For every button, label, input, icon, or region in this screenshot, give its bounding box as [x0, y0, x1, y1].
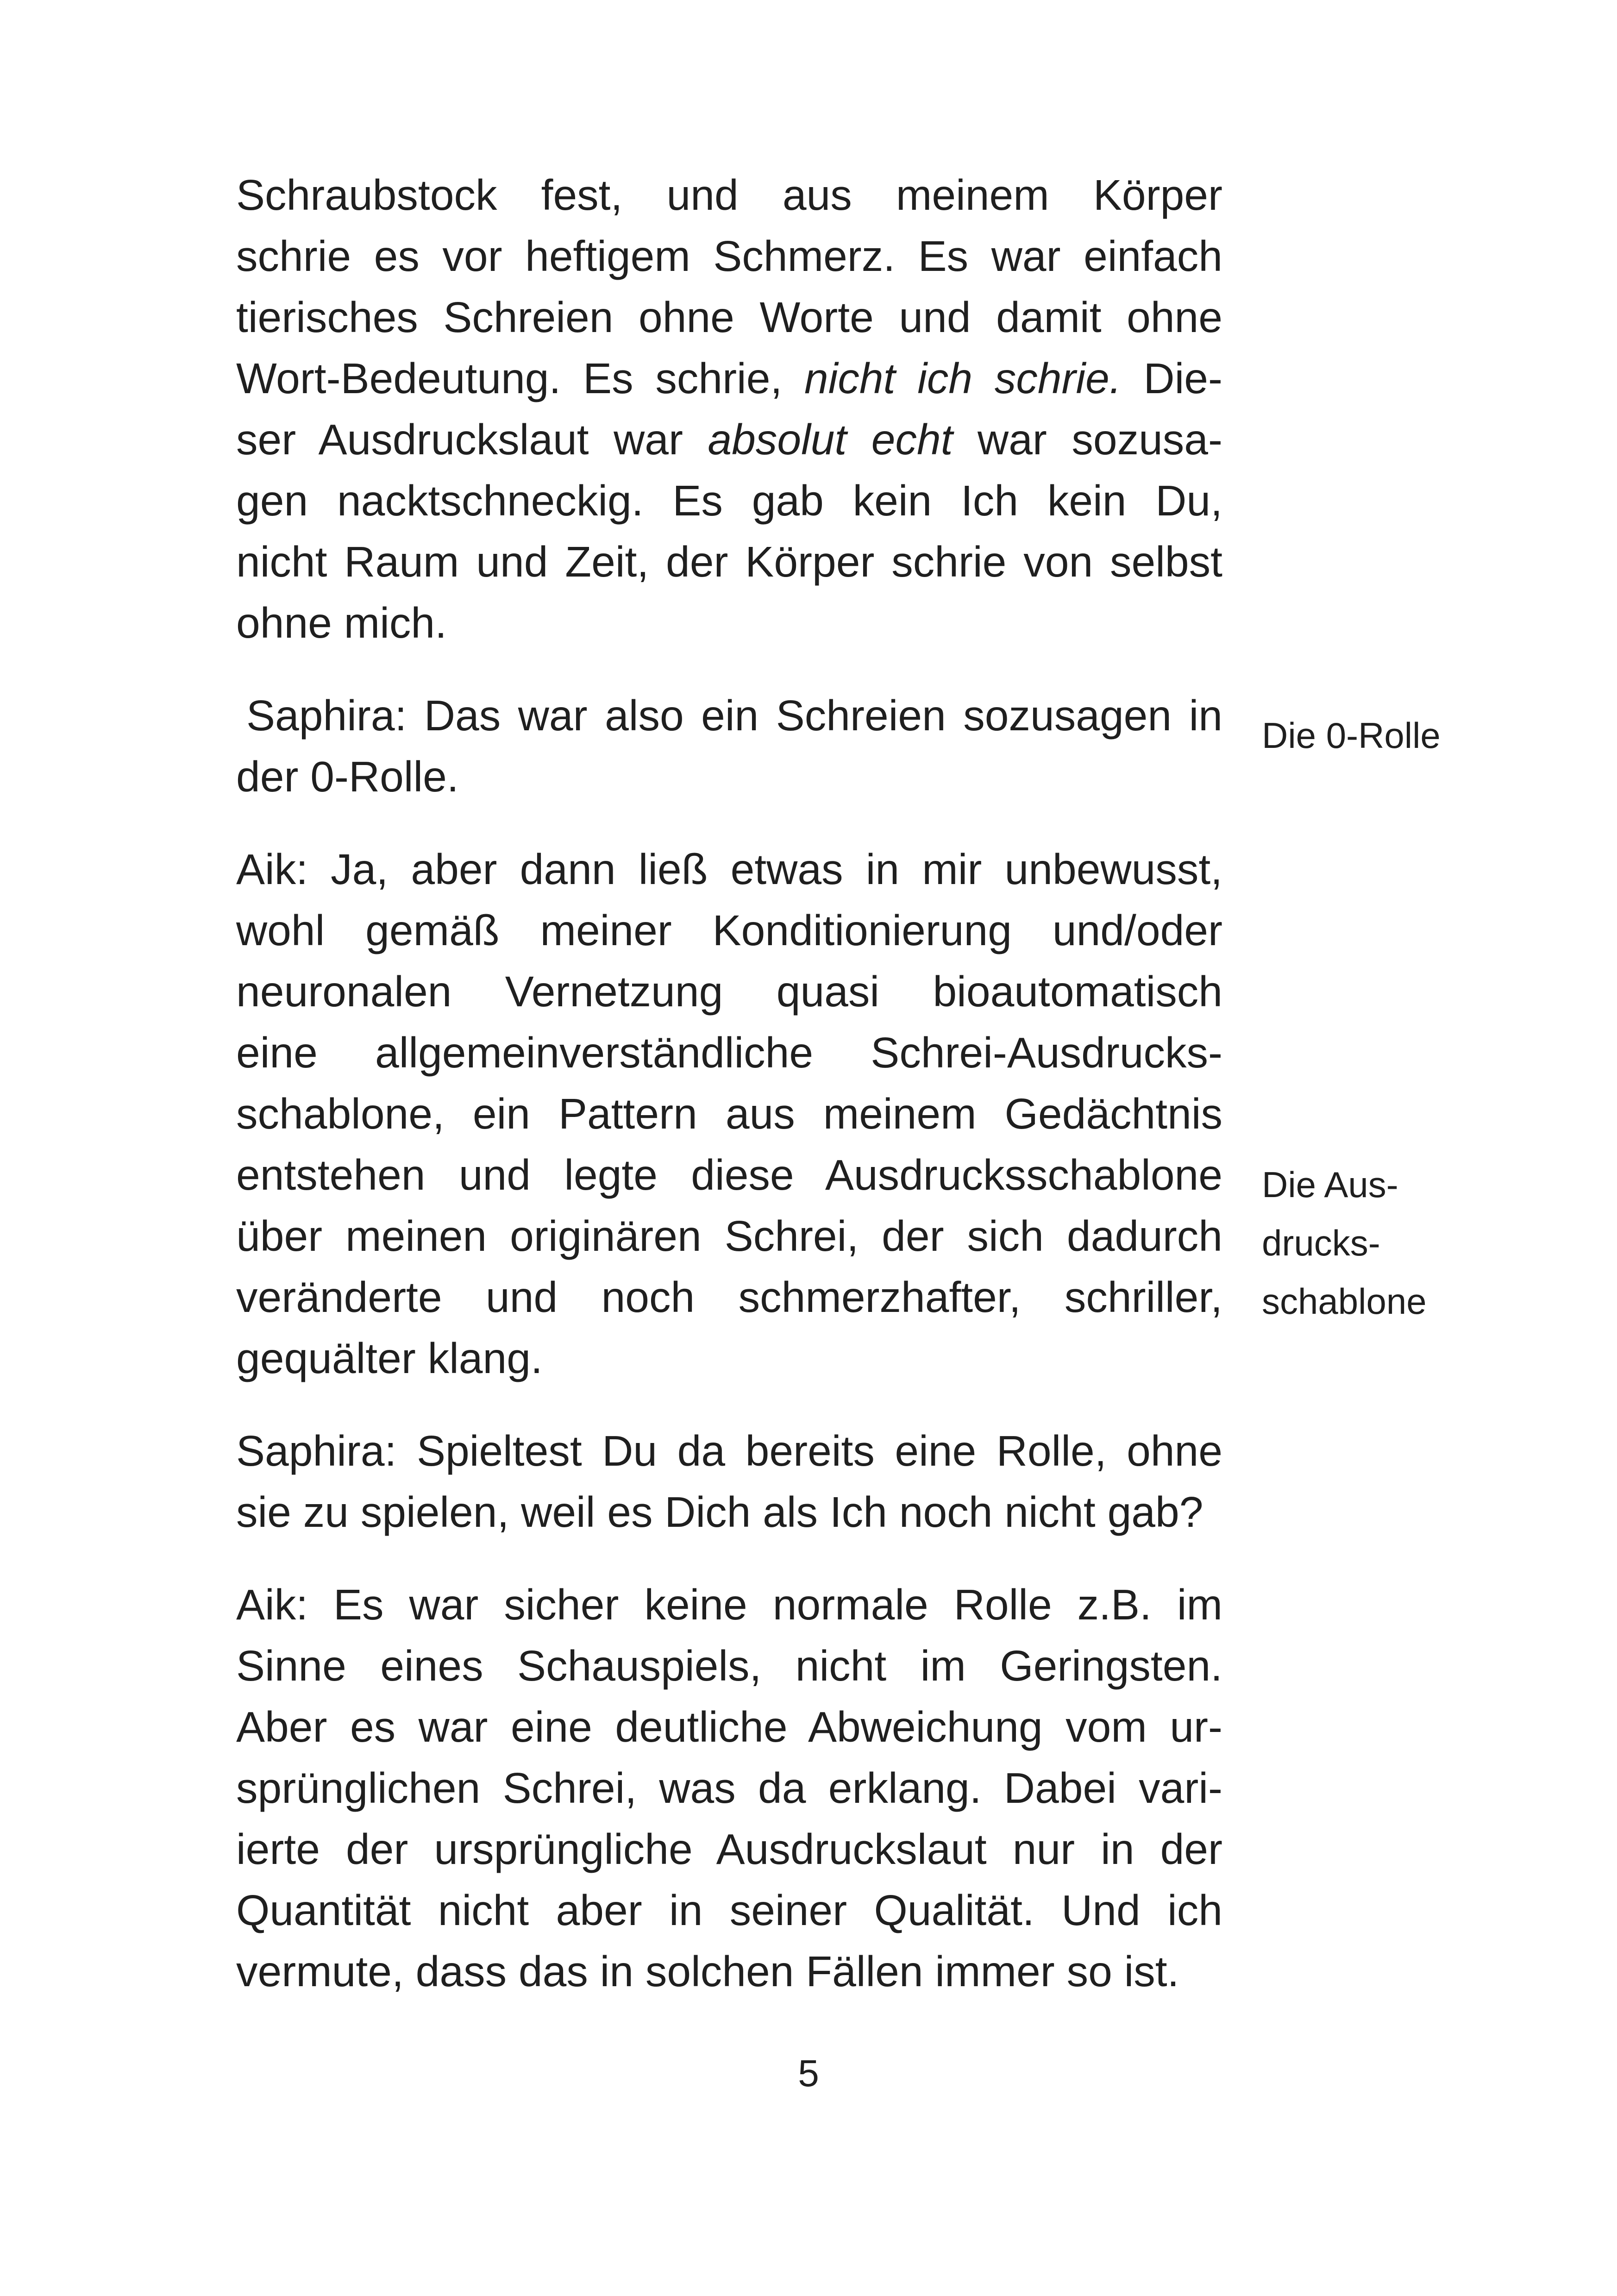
text-segment: Die- — [1121, 354, 1222, 402]
text-segment: Aik: Ja, aber dann ließ etwas in mir unbewusst, — [236, 845, 1222, 893]
text-segment: tierisches Schreien ohne Worte und damit ohne — [236, 293, 1222, 341]
text-segment: ser Ausdruckslaut war — [236, 415, 708, 464]
text-line — [236, 1144, 1222, 1205]
text-segment: sprünglichen Schrei, was da erklang. Dabei vari- — [236, 1764, 1222, 1812]
text-line — [236, 900, 1222, 961]
text-segment: nicht Raum und Zeit, der Körper schrie von selbst — [236, 538, 1222, 586]
text-line — [236, 1420, 1222, 1481]
text-line — [236, 1267, 1222, 1328]
text-segment: Saphira: Das war also ein Schreien sozusagen in — [246, 691, 1222, 740]
text-segment: über meinen originären Schrei, der sich dadurch — [236, 1212, 1222, 1260]
page-number: 5 — [798, 2052, 819, 2095]
text-line — [236, 1941, 1222, 2002]
text-segment: vermute, dass das in solchen Fällen immer so ist. — [236, 1947, 1179, 1995]
text-segment: neuronalen Vernetzung quasi bioautomatisch — [236, 967, 1222, 1016]
text-line — [236, 1205, 1222, 1267]
text-line — [236, 409, 1222, 470]
text-segment: Aik: Es war sicher keine normale Rolle z.B. im — [236, 1581, 1222, 1629]
text-segment: ierte der ursprüngliche Ausdruckslaut nur in der — [236, 1825, 1222, 1873]
text-segment: sie zu spielen, weil es Dich als Ich noch nicht gab? — [236, 1488, 1203, 1536]
text-line — [236, 961, 1222, 1022]
text-line — [236, 531, 1222, 592]
text-segment: Saphira: Spieltest Du da bereits eine Rolle, ohne — [236, 1427, 1222, 1475]
text-line — [236, 1635, 1222, 1696]
text-line — [236, 470, 1222, 531]
margin-note-line: schablone — [1262, 1281, 1427, 1322]
text-segment: Aber es war eine deutliche Abweichung vom ur- — [236, 1703, 1222, 1751]
margin-note-0-rolle — [1262, 706, 1503, 765]
margin-note-line: Die Aus- — [1262, 1164, 1398, 1205]
text-segment: gequälter klang. — [236, 1334, 543, 1382]
paragraph — [236, 164, 1222, 653]
text-segment: Schraubstock fest, und aus meinem Körper — [236, 171, 1222, 219]
text-line — [236, 1083, 1222, 1144]
text-segment: entstehen und legte diese Ausdrucksschablone — [236, 1151, 1222, 1199]
text-segment: wohl gemäß meiner Konditionierung und/oder — [236, 906, 1222, 954]
text-line — [236, 1880, 1222, 1941]
text-segment: Quantität nicht aber in seiner Qualität. Und ich — [236, 1886, 1222, 1934]
text-line — [236, 1696, 1222, 1757]
text-segment: veränderte und noch schmerzhafter, schriller, — [236, 1273, 1222, 1321]
text-line — [236, 1757, 1222, 1819]
text-line — [236, 1022, 1222, 1083]
text-segment: eine allgemeinverständliche Schrei-Ausdrucks- — [236, 1029, 1222, 1077]
text-line — [236, 1819, 1222, 1880]
text-segment: schrie es vor heftigem Schmerz. Es war einfach — [236, 232, 1222, 280]
emphasis-text: nicht ich schrie. — [804, 354, 1122, 402]
margin-note-line: Die 0-Rolle — [1262, 715, 1441, 756]
text-line — [236, 685, 1222, 746]
text-segment: Sinne eines Schauspiels, nicht im Geringsten. — [236, 1642, 1222, 1690]
text-line — [236, 592, 1222, 653]
text-line — [236, 287, 1222, 348]
paragraph — [236, 1420, 1222, 1543]
text-line — [236, 348, 1222, 409]
text-segment: war sozusa- — [953, 415, 1222, 464]
text-line — [236, 226, 1222, 287]
text-segment: der 0-Rolle. — [236, 753, 459, 801]
paragraph — [236, 839, 1222, 1389]
text-line — [236, 1481, 1222, 1543]
main-text-column — [236, 164, 1222, 2033]
text-line — [236, 164, 1222, 226]
text-segment: ohne mich. — [236, 599, 447, 647]
paragraph — [236, 1574, 1222, 2002]
text-line — [236, 1574, 1222, 1635]
emphasis-text: absolut echt — [708, 415, 953, 464]
margin-note-ausdrucksschablone — [1262, 1155, 1503, 1330]
paragraph — [236, 685, 1222, 807]
text-segment: gen nacktschneckig. Es gab kein Ich kein Du, — [236, 477, 1222, 525]
text-line — [236, 746, 1222, 807]
text-line — [236, 839, 1222, 900]
text-line — [236, 1328, 1222, 1389]
margin-note-line: drucks- — [1262, 1223, 1380, 1263]
text-segment: schablone, ein Pattern aus meinem Gedächtnis — [236, 1090, 1222, 1138]
text-segment: Wort-Bedeutung. Es schrie, — [236, 354, 805, 402]
